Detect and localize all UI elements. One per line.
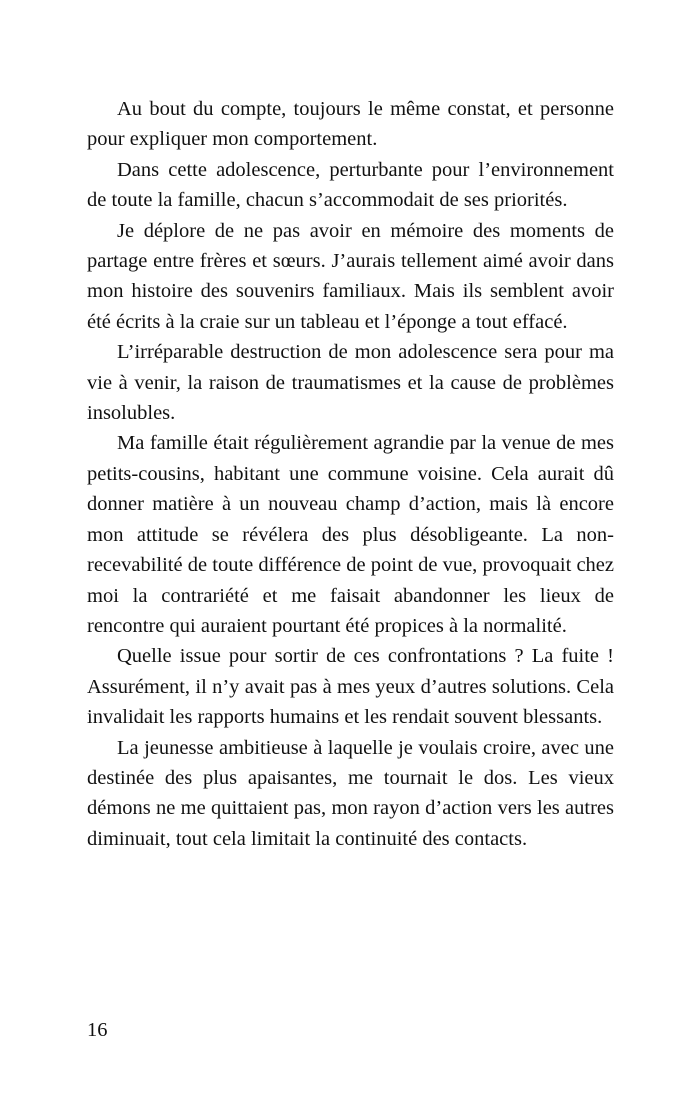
page-number: 16 xyxy=(87,1019,108,1041)
paragraph: Dans cette adolescence, perturbante pour l’environnement de toute la famille, chacun s’accommodait de ses priorités. xyxy=(87,158,614,212)
paragraph: Quelle issue pour sortir de ces confrontations ? La fuite ! Assurément, il n’y avait pas à mes yeux d’autres solutions. Cela invalidait les rapports humains et les rendait souvent blessants. xyxy=(87,645,614,729)
paragraph: Ma famille était régulièrement agrandie par la venue de mes petits-cousins, habitant une commune voisine. Cela aurait dû donner matière à un nouveau champ d’action, mais là encore mon attitude se révélera des plus désobligeante. La non-recevabilité de toute différence de point de vue, provoquait chez moi la contrariété et me faisait abandonner les lieux de rencontre qui auraient pourtant été propices à la normalité. xyxy=(87,432,614,637)
body-text xyxy=(87,94,614,854)
paragraph: L’irréparable destruction de mon adolescence sera pour ma vie à venir, la raison de traumatismes et la cause de problèmes insolubles. xyxy=(87,341,614,425)
paragraph: Je déplore de ne pas avoir en mémoire des moments de partage entre frères et sœurs. J’aurais tellement aimé avoir dans mon histoire des souvenirs familiaux. Mais ils semblent avoir été écrits à la craie sur un tableau et l’éponge a tout effacé. xyxy=(87,219,614,333)
paragraph: La jeunesse ambitieuse à laquelle je voulais croire, avec une destinée des plus apaisantes, me tournait le dos. Les vieux démons ne me quittaient pas, mon rayon d’action vers les autres diminuait, tout cela limitait la continuité des contacts. xyxy=(87,736,614,850)
paragraph: Au bout du compte, toujours le même constat, et personne pour expliquer mon comportement. xyxy=(87,98,614,151)
